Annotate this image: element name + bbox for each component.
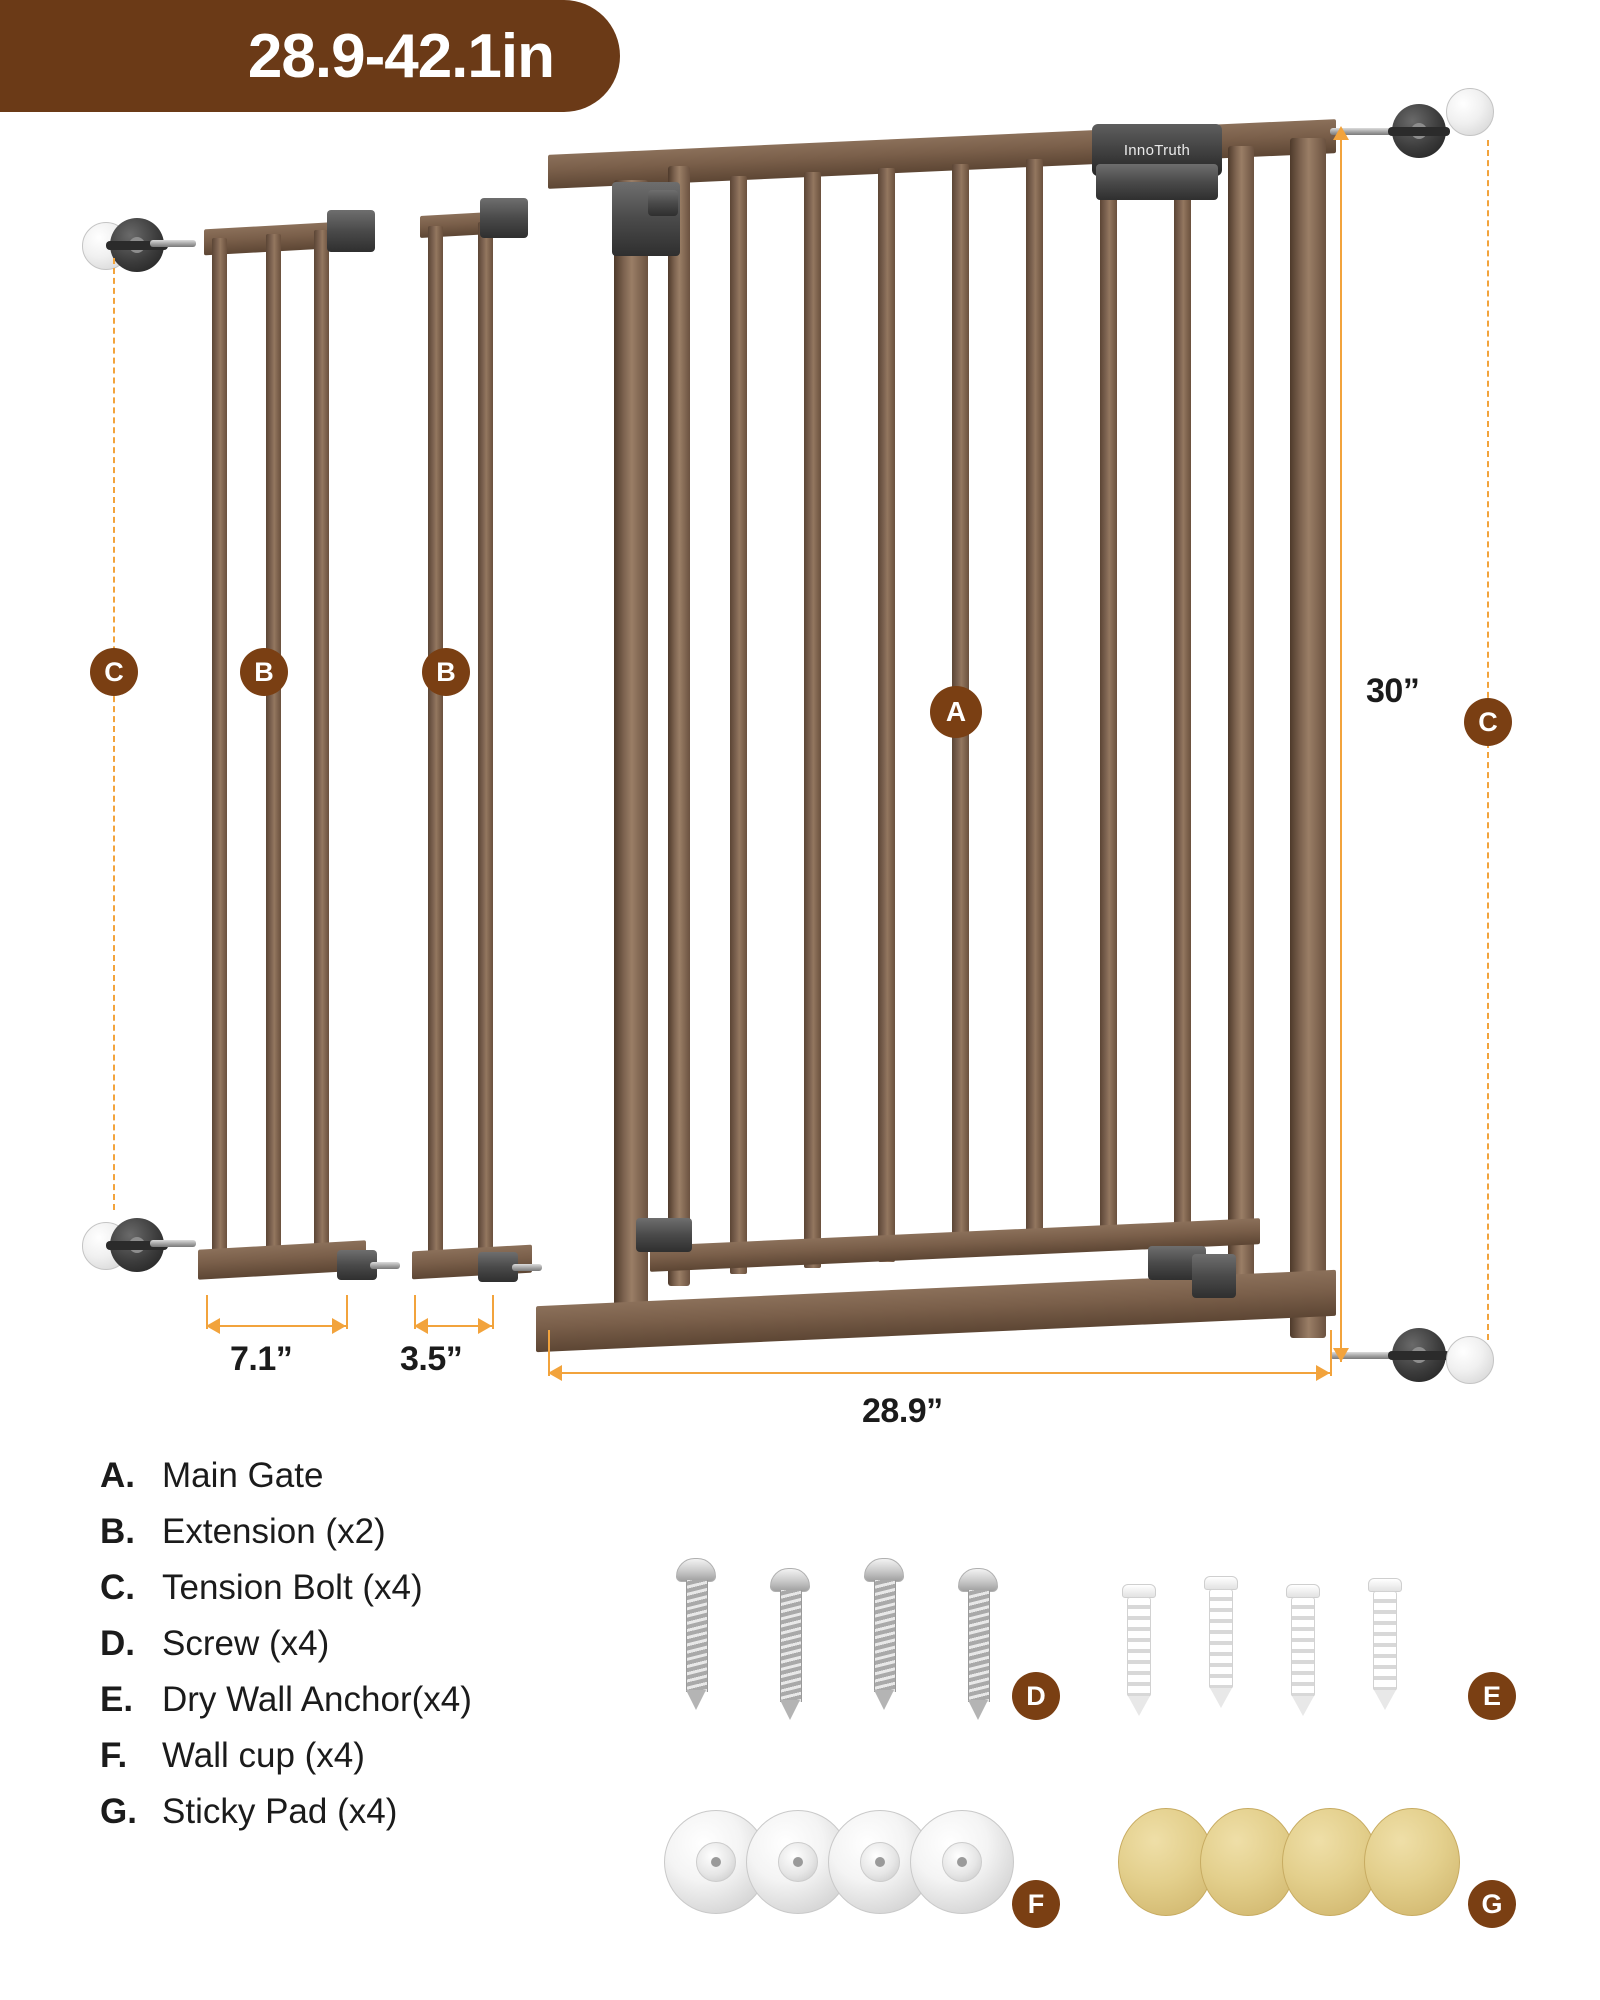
extension-left-bracket-top — [327, 210, 375, 252]
legend-text-e: Dry Wall Anchor(x4) — [162, 1680, 472, 1719]
legend-item-a — [100, 1456, 660, 1496]
screw-head-icon — [676, 1558, 716, 1582]
extension-right-bracket-top — [480, 198, 528, 238]
screw-tip-icon — [874, 1690, 894, 1710]
legend-text-g: Sticky Pad (x4) — [162, 1792, 398, 1831]
hinge-bottom — [636, 1218, 692, 1252]
anchor-tip-icon — [1292, 1696, 1314, 1716]
extension-left-pin-bottom — [370, 1262, 400, 1269]
legend-key-a: A. — [100, 1456, 135, 1495]
callout-main-gate: A — [930, 686, 982, 738]
wall-cups-group — [664, 1800, 1064, 1930]
anchor-body-icon — [1373, 1591, 1397, 1691]
screw-head-icon — [864, 1558, 904, 1582]
screw-shaft-icon — [686, 1580, 708, 1692]
anchor-body-icon — [1209, 1589, 1233, 1689]
gate-height-arrow-bottom — [1333, 1348, 1349, 1362]
legend-item-f — [100, 1736, 660, 1776]
main-gate-bar-5 — [1026, 159, 1043, 1249]
legend — [100, 1456, 660, 1848]
anchor-collar-icon — [1122, 1584, 1156, 1598]
legend-item-c — [100, 1568, 660, 1608]
tension-rod-top-left — [150, 240, 196, 247]
screw-tip-icon — [968, 1700, 988, 1720]
tension-knob-bottom-right — [1392, 1328, 1446, 1382]
gate-width-dimension-line — [548, 1372, 1330, 1374]
extension-left-bar-3 — [314, 230, 329, 1268]
anchor-collar-icon — [1204, 1576, 1238, 1590]
callout-tension-bolt-right: C — [1464, 698, 1512, 746]
legend-text-d: Screw (x4) — [162, 1624, 330, 1663]
screw-shaft-icon — [874, 1580, 896, 1692]
extension-right-bar-1 — [428, 226, 443, 1266]
gate-width-label: 28.9” — [862, 1392, 943, 1430]
legend-key-d: D. — [100, 1624, 135, 1663]
anchor-collar-icon — [1368, 1578, 1402, 1592]
extension-left-bar-2 — [266, 234, 281, 1268]
extension-right-pin-bottom — [512, 1264, 542, 1271]
gate-width-arrow-left — [548, 1365, 562, 1381]
drywall-anchor-2 — [1202, 1576, 1240, 1708]
main-gate-bar-6 — [1100, 155, 1117, 1243]
anchor-tip-icon — [1374, 1690, 1396, 1710]
extension-right-bar-2 — [478, 222, 493, 1266]
wall-cup-top-right — [1446, 88, 1494, 136]
extension-left-width-label: 7.1” — [230, 1340, 293, 1378]
callout-sticky-pad: G — [1468, 1880, 1516, 1928]
sticky-pad-4 — [1364, 1808, 1460, 1916]
main-gate-left-post — [614, 180, 648, 1306]
extension-left-width-line — [206, 1325, 346, 1327]
gate-height-dimension-line — [1340, 128, 1342, 1362]
legend-key-g: G. — [100, 1792, 137, 1831]
anchor-body-icon — [1291, 1597, 1315, 1697]
main-gate-bar-1 — [730, 176, 747, 1274]
legend-item-d — [100, 1624, 660, 1664]
callout-wall-cup: F — [1012, 1880, 1060, 1928]
callout-extension-right: B — [422, 648, 470, 696]
anchor-tip-icon — [1128, 1696, 1150, 1716]
extension-left-width-tick-end — [346, 1295, 348, 1329]
hinge-top-pin — [648, 190, 678, 216]
screw-2 — [770, 1568, 810, 1718]
anchor-body-icon — [1127, 1597, 1151, 1697]
legend-text-b: Extension (x2) — [162, 1512, 386, 1551]
legend-text-c: Tension Bolt (x4) — [162, 1568, 423, 1607]
gate-width-arrow-right — [1316, 1365, 1330, 1381]
latch-body — [1096, 164, 1218, 200]
main-gate-bar-7 — [1174, 150, 1191, 1236]
tension-bolt-left-dimension-line — [113, 258, 115, 1210]
sticky-pads-group — [1118, 1800, 1498, 1930]
gate-height-label: 30” — [1366, 672, 1420, 710]
extension-right-width-arrow-left — [414, 1318, 428, 1334]
legend-item-b — [100, 1512, 660, 1552]
screw-tip-icon — [686, 1690, 706, 1710]
legend-key-b: B. — [100, 1512, 135, 1551]
gate-height-arrow-top — [1333, 126, 1349, 140]
callout-anchor: E — [1468, 1672, 1516, 1720]
screw-3 — [864, 1558, 904, 1708]
drywall-anchor-4 — [1366, 1578, 1404, 1710]
anchors-group — [1112, 1570, 1442, 1740]
main-gate-bar-3 — [878, 168, 895, 1262]
screw-tip-icon — [780, 1700, 800, 1720]
legend-key-c: C. — [100, 1568, 135, 1607]
extension-right-width-tick-end — [492, 1295, 494, 1329]
swing-door-left-stile — [668, 166, 690, 1286]
gate-width-tick-end — [1330, 1330, 1332, 1376]
screw-1 — [676, 1558, 716, 1708]
extension-left-bar-1 — [212, 238, 227, 1268]
drywall-anchor-1 — [1120, 1584, 1158, 1716]
extension-left-width-arrow-right — [332, 1318, 346, 1334]
anchor-tip-icon — [1210, 1688, 1232, 1708]
legend-text-f: Wall cup (x4) — [162, 1736, 365, 1775]
screw-4 — [958, 1568, 998, 1718]
main-gate-right-post — [1290, 138, 1326, 1338]
swing-door-right-stile — [1228, 146, 1254, 1292]
wall-cup-4 — [910, 1810, 1014, 1914]
tension-knob-top-right — [1392, 104, 1446, 158]
callout-screw: D — [1012, 1672, 1060, 1720]
legend-item-g — [100, 1792, 660, 1832]
legend-key-f: F. — [100, 1736, 128, 1775]
wall-cup-bottom-right — [1446, 1336, 1494, 1384]
brand-label: InnoTruth — [1123, 141, 1191, 159]
latch-catch-bottom-plate — [1192, 1254, 1236, 1298]
extension-right-width-arrow-right — [478, 1318, 492, 1334]
legend-text-a: Main Gate — [162, 1456, 324, 1495]
extension-left-width-arrow-left — [206, 1318, 220, 1334]
screw-shaft-icon — [780, 1590, 802, 1702]
callout-extension-left: B — [240, 648, 288, 696]
callout-tension-bolt-left: C — [90, 648, 138, 696]
size-badge: 28.9-42.1in — [0, 0, 620, 112]
legend-key-e: E. — [100, 1680, 134, 1719]
screws-group — [660, 1548, 1060, 1738]
screw-shaft-icon — [968, 1590, 990, 1702]
screw-head-icon — [958, 1568, 998, 1592]
main-gate-bar-2 — [804, 172, 821, 1268]
anchor-collar-icon — [1286, 1584, 1320, 1598]
legend-item-e — [100, 1680, 660, 1720]
extension-right-width-label: 3.5” — [400, 1340, 463, 1378]
screw-head-icon — [770, 1568, 810, 1592]
drywall-anchor-3 — [1284, 1584, 1322, 1716]
tension-rod-bottom-left — [150, 1240, 196, 1247]
